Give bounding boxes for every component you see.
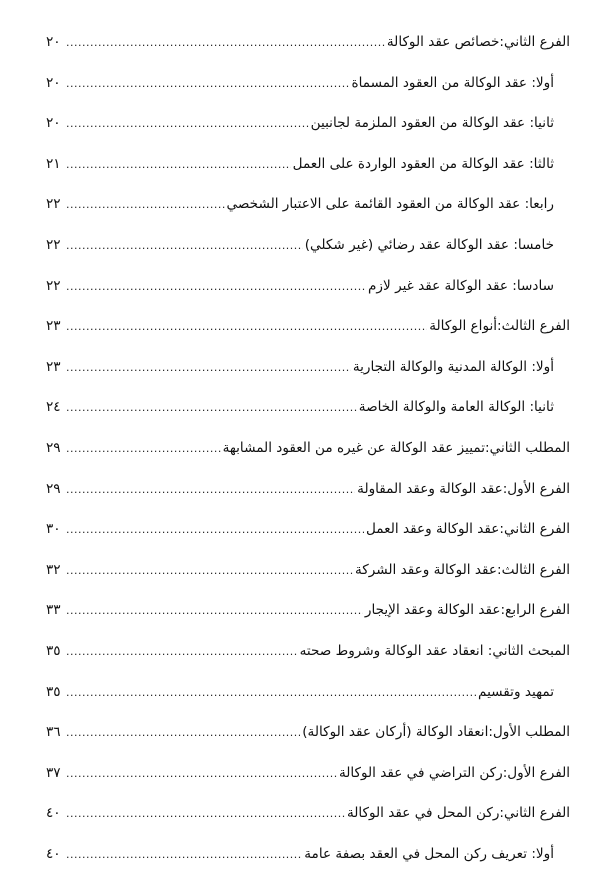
toc-entry-title: رابعا: عقد الوكالة من العقود القائمة على الاعتبار الشخصي <box>226 196 554 213</box>
toc-entry <box>46 152 570 193</box>
toc-entry <box>46 192 570 233</box>
dot-leader <box>66 723 300 743</box>
toc-entry <box>46 71 570 112</box>
toc-entry-title: أولا: عقد الوكالة من العقود المسماة <box>351 74 554 91</box>
toc-entry-page: ٢٢ <box>46 196 61 213</box>
toc-entry-title: الفرع الرابع:عقد الوكالة وعقد الإيجار <box>364 602 570 619</box>
toc-entry-page: ٣٥ <box>46 683 61 700</box>
dot-leader <box>66 155 291 175</box>
toc-entry <box>46 274 570 315</box>
dot-leader <box>66 601 363 621</box>
toc-entry-page: ٣٣ <box>46 602 61 619</box>
toc-entry-title: خامسا: عقد الوكالة عقد رضائي (غير شكلي) <box>304 236 554 253</box>
dot-leader <box>66 439 221 459</box>
toc-entry-page: ٤٠ <box>46 845 61 862</box>
dot-leader <box>66 114 309 134</box>
dot-leader <box>66 317 427 337</box>
toc-entry-page: ٢٩ <box>46 480 61 497</box>
toc-entry-page: ٢٣ <box>46 358 61 375</box>
toc-entry-title: الفرع الأول:ركن التراضي في عقد الوكالة <box>338 764 570 781</box>
toc-entry-page: ٢١ <box>46 155 61 172</box>
toc-entry-page: ٢٠ <box>46 34 61 50</box>
toc-entry-page: ٢٤ <box>46 399 61 416</box>
toc-entry-title: الفرع الثالث:أنواع الوكالة <box>429 318 570 335</box>
toc-entry <box>46 395 570 436</box>
toc-entry-page: ٢٠ <box>46 115 61 132</box>
toc-entry-title: أولا: الوكالة المدنية والوكالة التجارية <box>352 358 554 375</box>
toc-entry <box>46 517 570 558</box>
dot-leader <box>66 642 298 662</box>
toc-entry-page: ٤٠ <box>46 805 61 822</box>
toc-entry-page: ٢٣ <box>46 318 61 335</box>
toc-entry <box>46 801 570 842</box>
toc-entry-page: ٢٢ <box>46 277 61 294</box>
toc-entry <box>46 680 570 721</box>
dot-leader <box>66 764 337 784</box>
dot-leader <box>66 845 302 865</box>
toc-entry-page: ٣٢ <box>46 561 61 578</box>
table-of-contents <box>46 30 570 882</box>
dot-leader <box>66 683 476 703</box>
toc-entry-title: أولا: تعريف ركن المحل في العقد بصفة عامة <box>304 845 554 862</box>
toc-entry-title: الفرع الثاني:ركن المحل في عقد الوكالة <box>346 805 570 822</box>
toc-entry <box>46 720 570 761</box>
toc-entry-title: سادسا: عقد الوكالة عقد غير لازم <box>368 277 554 294</box>
toc-entry-title: الفرع الثالث:عقد الوكالة وعقد الشركة <box>354 561 570 578</box>
toc-entry-title: تمهيد وتقسيم <box>478 683 554 700</box>
dot-leader <box>66 195 225 215</box>
dot-leader <box>66 561 353 581</box>
dot-leader <box>66 398 357 418</box>
toc-entry <box>46 639 570 680</box>
toc-entry <box>46 111 570 152</box>
toc-entry-title: الفرع الثاني:عقد الوكالة وعقد العمل <box>366 521 570 538</box>
toc-entry-title: المبحث الثاني: انعقاد عقد الوكالة وشروط صحته <box>299 642 570 659</box>
toc-entry-title: ثانيا: الوكالة العامة والوكالة الخاصة <box>358 399 554 416</box>
toc-entry-page: ٣٧ <box>46 764 61 781</box>
toc-entry-title: ثالثا: عقد الوكالة من العقود الواردة على العمل <box>292 155 554 172</box>
toc-entry <box>46 558 570 599</box>
dot-leader <box>66 358 351 378</box>
toc-entry <box>46 233 570 274</box>
dot-leader <box>66 480 355 500</box>
toc-entry-page: ٢٠ <box>46 74 61 91</box>
toc-entry <box>46 436 570 477</box>
toc-entry <box>46 598 570 639</box>
dot-leader <box>66 33 385 53</box>
toc-entry-page: ٢٢ <box>46 236 61 253</box>
toc-entry-title: ثانيا: عقد الوكالة من العقود الملزمة لجانبين <box>310 115 554 132</box>
toc-entry <box>46 477 570 518</box>
dot-leader <box>66 74 350 94</box>
toc-entry-page: ٣٦ <box>46 724 61 741</box>
toc-entry <box>46 314 570 355</box>
toc-entry <box>46 355 570 396</box>
dot-leader <box>66 520 364 540</box>
toc-entry-title: المطلب الثاني:تمييز عقد الوكالة عن غيره من العقود المشابهة <box>222 439 570 456</box>
toc-entry <box>46 30 570 71</box>
toc-entry-page: ٣٠ <box>46 521 61 538</box>
toc-entry-title: الفرع الثاني:خصائص عقد الوكالة <box>386 34 570 50</box>
toc-entry-page: ٣٥ <box>46 642 61 659</box>
toc-entry-title: الفرع الأول:عقد الوكالة وعقد المقاولة <box>357 480 570 497</box>
dot-leader <box>66 236 303 256</box>
toc-entry-title: المطلب الأول:انعقاد الوكالة (أركان عقد الوكالة) <box>302 724 570 741</box>
toc-entry <box>46 761 570 802</box>
dot-leader <box>66 277 366 297</box>
toc-entry <box>46 842 570 883</box>
toc-entry-page: ٢٩ <box>46 439 61 456</box>
dot-leader <box>66 804 345 824</box>
